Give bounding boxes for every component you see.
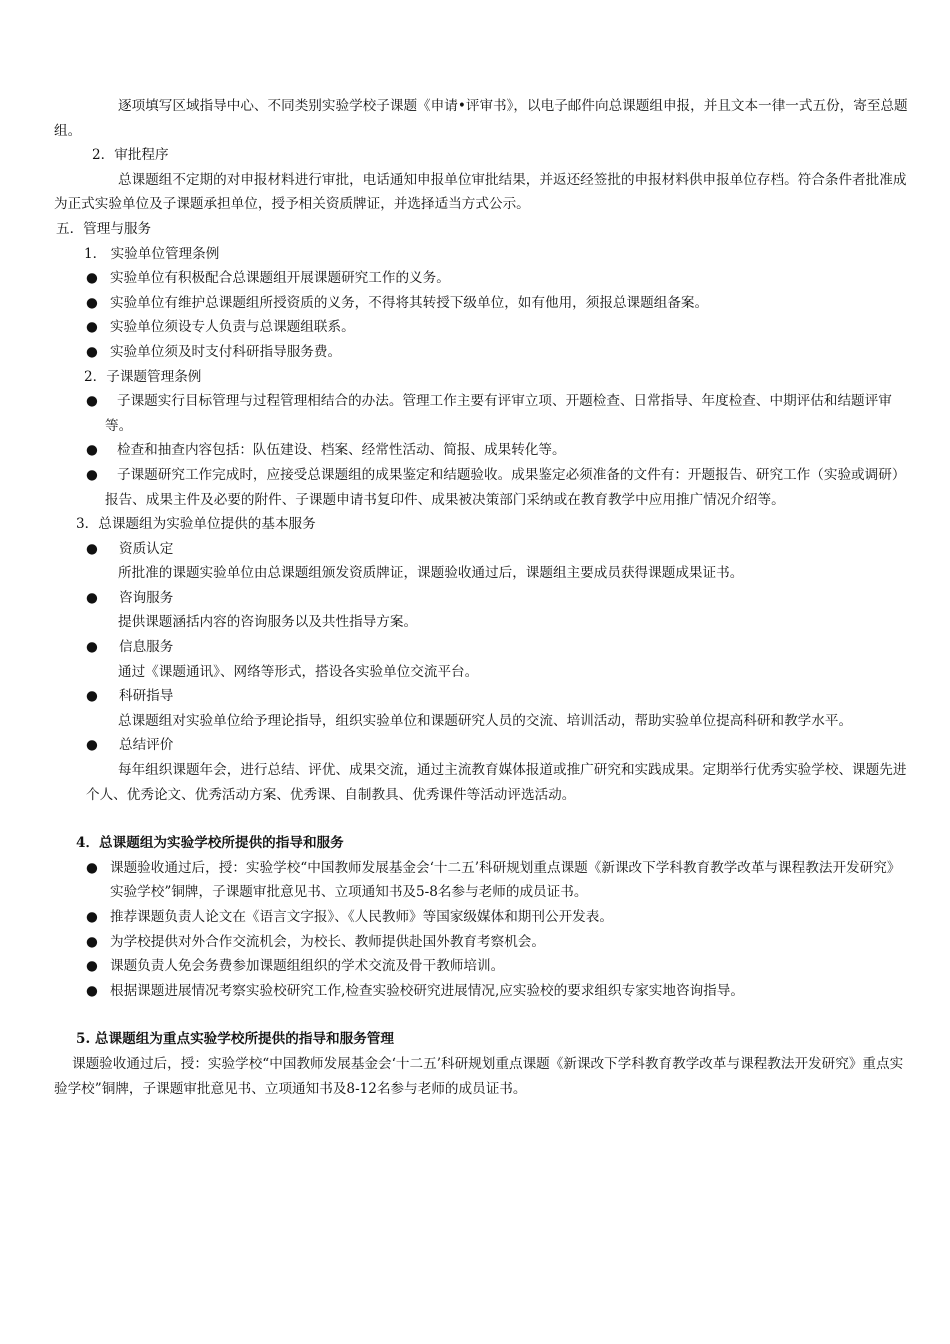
bullet-icon: ● <box>86 442 98 459</box>
service-title: 信息服务 <box>119 639 174 656</box>
bullet-icon: ● <box>86 958 98 975</box>
bullet-icon: ● <box>86 859 98 876</box>
list-item: ● 子课题研究工作完成时，应接受总课题组的成果鉴定和结题验收。成果鉴定必须准备的文件有：开题报告、研究工作（实验或调研）报告、成果主件及必要的附件、子课题申请书复印件、成果被决策部门采纳或在教育教学中应用推广情况介绍等。 <box>54 463 910 512</box>
list-item: ● 实验单位须及时支付科研指导服务费。 <box>54 340 910 365</box>
service-title: 总结评价 <box>119 737 174 754</box>
list-item: ● 课题负责人免会务费参加课题组组织的学术交流及骨干教师培训。 <box>54 954 910 979</box>
service-evaluation <box>54 733 910 807</box>
service-desc: 总课题组对实验单位给予理论指导，组织实验单位和课题研究人员的交流、培训活动，帮助实验单位提高科研和教学水平。 <box>118 712 853 729</box>
service-title: 资质认定 <box>119 540 174 557</box>
bullet-icon: ● <box>86 589 98 606</box>
service-qualification <box>54 537 910 586</box>
bullet-icon: ● <box>86 294 98 311</box>
service-title: 咨询服务 <box>119 589 174 606</box>
bullet-icon: ● <box>86 909 98 925</box>
heading-unit-rules: 1． 实验单位管理条例 <box>84 245 220 262</box>
bullet-icon: ● <box>86 319 98 336</box>
sub-rules-list <box>54 389 910 512</box>
school-services-list <box>54 856 910 1004</box>
list-item: ● 子课题实行目标管理与过程管理相结合的办法。管理工作主要有评审立项、开题检查、日常指导、年度检查、中期评估和结题评审等。 <box>54 389 910 438</box>
key-school-paragraph: 课题验收通过后，授：实验学校“中国教师发展基金会‘十二五’科研规划重点课题《新课改下学科教育教学改革与课程教法开发研究》重点实验学校”铜牌，子课题审批意见书、立项通知书及8-12名参与老师的成员证书。 <box>54 1055 904 1097</box>
list-item: ● 检查和抽查内容包括：队伍建设、档案、经常性活动、简报、成果转化等。 <box>54 438 910 463</box>
service-desc: 通过《课题通讯》、网络等形式，搭设各实验单位交流平台。 <box>118 663 479 680</box>
heading-key-school: 5. 总课题组为重点实验学校所提供的指导和服务管理 <box>76 1031 394 1048</box>
list-item: ● 推荐课题负责人论文在《语言文字报》、《人民教师》等国家级媒体和期刊公开发表。 <box>54 905 910 930</box>
heading-basic-services: 3．总课题组为实验单位提供的基本服务 <box>76 516 316 533</box>
bullet-icon: ● <box>86 270 98 287</box>
document-page <box>54 94 910 1101</box>
list-item: ● 实验单位有积极配合总课题组开展课题研究工作的义务。 <box>54 266 910 291</box>
heading-sub-rules: 2．子课题管理条例 <box>84 368 202 385</box>
bullet-icon: ● <box>86 540 98 557</box>
bullet-icon: ● <box>86 933 98 950</box>
unit-rules-list <box>54 266 910 364</box>
bullet-icon: ● <box>86 343 98 360</box>
list-item: ● 课题验收通过后，授：实验学校“中国教师发展基金会‘十二五’科研规划重点课题《新课改下学科教育教学改革与课程教法开发研究》实验学校”铜牌，子课题审批意见书、立项通知书及5-8名参与老师的成员证书。 <box>54 856 910 905</box>
bullet-icon: ● <box>86 982 98 999</box>
list-item: ● 根据课题进展情况考察实验校研究工作,检查实验校研究进展情况,应实验校的要求组织专家实地咨询指导。 <box>54 979 910 1004</box>
bullet-icon: ● <box>86 393 98 410</box>
list-item: ● 为学校提供对外合作交流机会，为校长、教师提供赴国外教育考察机会。 <box>54 930 910 955</box>
service-desc: 提供课题涵括内容的咨询服务以及共性指导方案。 <box>118 614 418 631</box>
bullet-icon: ● <box>86 737 98 754</box>
service-desc: 所批准的课题实验单位由总课题组颁发资质牌证，课题验收通过后，课题组主要成员获得课题成果证书。 <box>118 565 744 582</box>
heading-section-5: 五．管理与服务 <box>56 220 152 237</box>
bullet-icon: ● <box>86 639 98 656</box>
service-research-guidance <box>54 684 910 733</box>
heading-approval: 2．审批程序 <box>92 147 169 164</box>
service-information <box>54 635 910 684</box>
intro-paragraph: 逐项填写区域指导中心、不同类别实验学校子课题《申请•评审书》，以电子邮件向总课题组申报，并且文本一律一式五份，寄至总题组。 <box>54 98 908 139</box>
service-title: 科研指导 <box>119 688 174 705</box>
list-item: ● 实验单位须设专人负责与总课题组联系。 <box>54 315 910 340</box>
bullet-icon: ● <box>86 688 98 705</box>
service-consulting <box>54 586 910 635</box>
approval-paragraph: 总课题组不定期的对申报材料进行审批，电话通知申报单位审批结果，并返还经签批的申报材料供申报单位存档。符合条件者批准成为正式实验单位及子课题承担单位，授予相关资质牌证，并选择适当方式公示。 <box>54 171 907 213</box>
service-desc: 每年组织课题年会，进行总结、评优、成果交流，通过主流教育媒体报道或推广研究和实践成果。定期举行优秀实验学校、课题先进个人、优秀论文、优秀活动方案、优秀课、自制教具、优秀课件等活动评选活动。 <box>86 762 907 803</box>
list-item: ● 实验单位有维护总课题组所授资质的义务，不得将其转授下级单位，如有他用，须报总课题组备案。 <box>54 291 910 316</box>
heading-school-services: 4．总课题组为实验学校所提供的指导和服务 <box>76 835 344 852</box>
bullet-icon: ● <box>86 466 98 483</box>
